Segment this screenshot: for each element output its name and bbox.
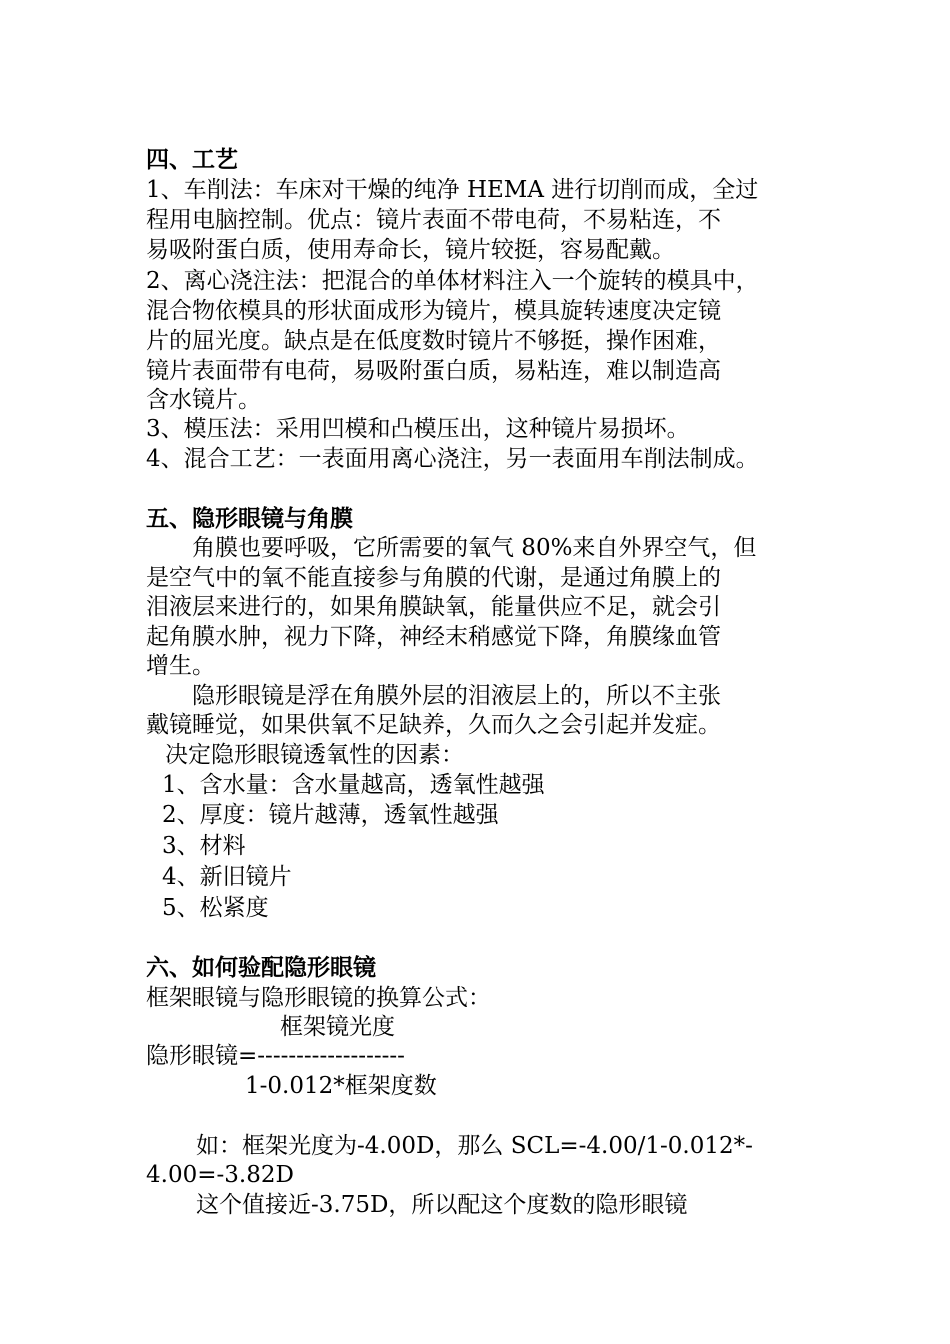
- section5-line: 戴镜睡觉，如果供氧不足缺养，久而久之会引起并发症。: [146, 712, 721, 738]
- section4-line: 片的屈光度。缺点是在低度数时镜片不够挺，操作困难，: [146, 328, 721, 354]
- section5-line: 决定隐形眼镜透氧性的因素：: [165, 742, 464, 768]
- example-line: 4.00=-3.82D: [146, 1162, 294, 1188]
- section5-line: 起角膜水肿，视力下降，神经末稍感觉下降，角膜缘血管: [146, 624, 721, 650]
- section6-heading: 六、如何验配隐形眼镜: [146, 954, 376, 981]
- section4-line: 3、模压法：采用凹模和凸模压出，这种镜片易损坏。: [146, 416, 690, 442]
- section5-line: 角膜也要呼吸，它所需要的氧气 80%来自外界空气，但: [192, 535, 757, 561]
- formula-left: 隐形眼镜=-------------------: [146, 1043, 405, 1069]
- section4-line: 含水镜片。: [146, 387, 261, 413]
- section5-list-item: 4、新旧镜片: [162, 864, 292, 890]
- section4-line: 易吸附蛋白质，使用寿命长，镜片较挺，容易配戴。: [146, 237, 675, 263]
- formula-numerator: 框架镜光度: [280, 1014, 395, 1040]
- section4-line: 4、混合工艺：一表面用离心浇注，另一表面用车削法制成。: [146, 446, 759, 472]
- section4-line: 2、离心浇注法：把混合的单体材料注入一个旋转的模具中，: [146, 268, 759, 294]
- section4-heading: 四、工艺: [146, 146, 238, 173]
- section4-line: 镜片表面带有电荷，易吸附蛋白质，易粘连，难以制造高: [146, 358, 721, 384]
- section5-line: 泪液层来进行的，如果角膜缺氧，能量供应不足，就会引: [146, 594, 721, 620]
- section6-intro: 框架眼镜与隐形眼镜的换算公式：: [146, 985, 491, 1011]
- example-line: 如：框架光度为-4.00D，那么 SCL=-4.00/1-0.012*-: [196, 1133, 753, 1159]
- section5-line: 增生。: [146, 653, 215, 679]
- section5-list-item: 2、厚度：镜片越薄，透氧性越强: [162, 802, 499, 828]
- section4-line: 混合物依模具的形状面成形为镜片，模具旋转速度决定镜: [146, 298, 721, 324]
- example-line: 这个值接近-3.75D，所以配这个度数的隐形眼镜: [196, 1192, 688, 1218]
- section5-list-item: 3、材料: [162, 833, 246, 859]
- section5-line: 隐形眼镜是浮在角膜外层的泪液层上的，所以不主张: [192, 683, 721, 709]
- section5-list-item: 1、含水量：含水量越高，透氧性越强: [162, 772, 545, 798]
- section4-line: 程用电脑控制。优点：镜片表面不带电荷，不易粘连，不: [146, 207, 721, 233]
- section5-line: 是空气中的氧不能直接参与角膜的代谢，是通过角膜上的: [146, 565, 721, 591]
- section5-list-item: 5、松紧度: [162, 895, 269, 921]
- section5-heading: 五、隐形眼镜与角膜: [146, 505, 353, 532]
- section4-line: 1、车削法：车床对干燥的纯净 HEMA 进行切削而成，全过: [146, 177, 759, 203]
- formula-denominator: 1-0.012*框架度数: [245, 1073, 437, 1099]
